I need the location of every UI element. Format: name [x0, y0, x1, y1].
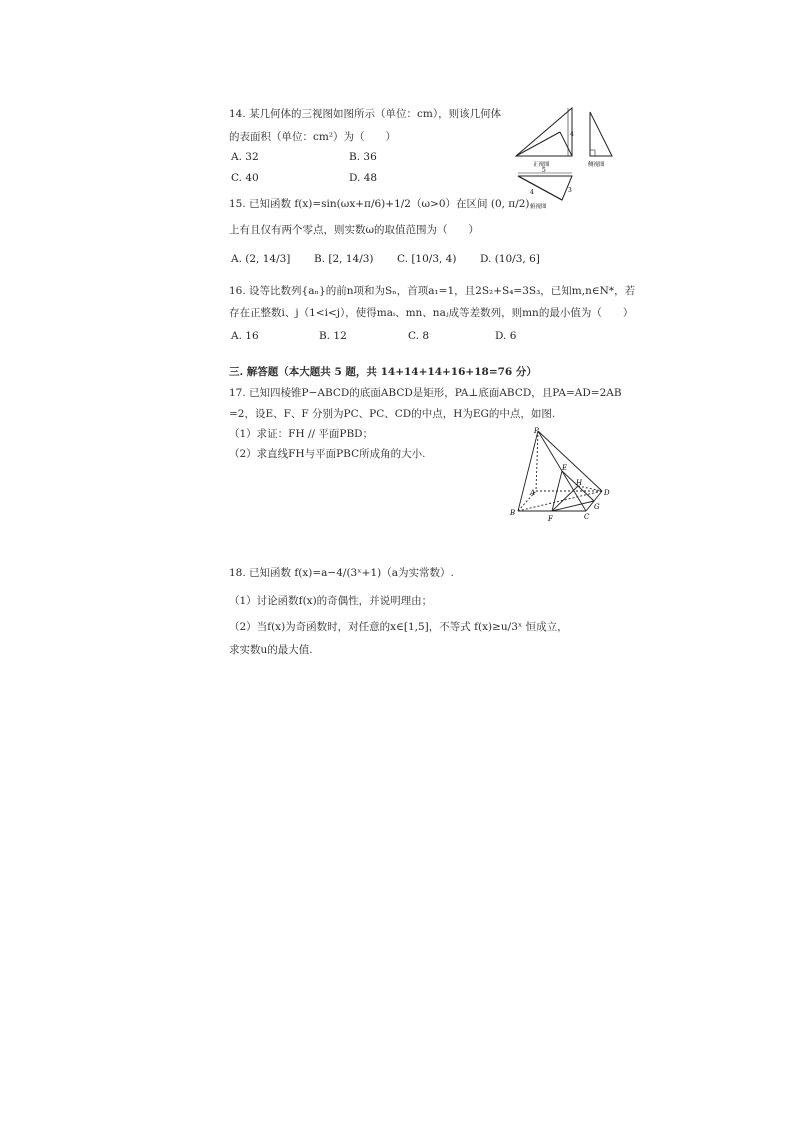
- q14-option-c: C. 40: [231, 172, 259, 184]
- q18-part3: 求实数u的最大值.: [229, 644, 313, 656]
- q17-label-b: B: [510, 509, 516, 517]
- q17-label-p: P: [534, 427, 539, 435]
- q17-label-f: F: [548, 515, 553, 523]
- q15-option-d: D. (10/3, 6]: [480, 253, 540, 265]
- q14-line1: 14. 某几何体的三视图如图所示（单位：cm），则该几何体: [229, 108, 502, 120]
- q14-dim-right: 3: [568, 187, 572, 194]
- q17-line2: =2，设E、F、F 分别为PC、PC、CD的中点，H为EG的中点，如图.: [229, 408, 556, 420]
- q14-option-a: A. 32: [231, 151, 259, 163]
- q17-part2: （2）求直线FH与平面PBC所成角的大小.: [229, 448, 426, 460]
- q14-side-label: 侧视图: [588, 162, 605, 168]
- q17-label-e: E: [562, 464, 568, 472]
- q16-option-c: C. 8: [408, 330, 430, 342]
- section3-heading: 三. 解答题（本大题共 5 题，共 14+14+14+16+18=76 分）: [229, 366, 537, 378]
- q15-option-b: B. [2, 14/3): [314, 253, 374, 265]
- q16-line2: 存在正整数i、j（1<i<j），使得maᵢ、mn、naⱼ成等差数列，则mn的最小值为（ ）: [229, 307, 634, 319]
- q14-front-label: 正视图: [533, 162, 550, 168]
- q16-option-a: A. 16: [231, 330, 259, 342]
- q17-pyramid-figure: [506, 425, 616, 525]
- q14-top-label: 俯视图: [530, 204, 547, 210]
- q15-line1: 15. 已知函数 f(x)=sin(ωx+π/6)+1/2（ω>0）在区间 (0, π/2): [229, 198, 530, 210]
- q16-option-b: B. 12: [319, 330, 347, 342]
- q16-line1: 16. 设等比数列{aₙ}的前n项和为Sₙ，首项a₁=1，且2S₂+S₄=3S₃，已知m,n∈N*，若: [229, 285, 636, 297]
- q18-line1: 18. 已知函数 f(x)=a−4/(3ˣ+1)（a为实常数）.: [229, 567, 454, 579]
- q15-option-c: C. [10/3, 4): [397, 253, 457, 265]
- q14-three-view-figure: [508, 102, 638, 212]
- q14-line2: 的表面积（单位：cm²）为（ ）: [229, 131, 397, 143]
- q17-label-g: G: [594, 503, 600, 511]
- q15-option-a: A. (2, 14/3]: [231, 253, 291, 265]
- q18-part2: （2）当f(x)为奇函数时，对任意的x∈[1,5]，不等式 f(x)≥u/3ˣ 恒成立，: [229, 621, 568, 633]
- q17-label-a: A: [530, 489, 536, 497]
- q17-label-c: C: [584, 513, 590, 521]
- q16-option-d: D. 6: [495, 330, 517, 342]
- q14-option-d: D. 48: [349, 172, 378, 184]
- q14-dim-left: 4: [530, 189, 534, 196]
- q17-line1: 17. 已知四棱锥P−ABCD的底面ABCD是矩形，PA⊥底面ABCD，且PA=AD=2AB: [229, 387, 622, 399]
- q17-label-h: H: [576, 479, 583, 487]
- q17-part1: （1）求证：FH // 平面PBD；: [229, 428, 374, 440]
- q14-dim-top: 5: [542, 167, 546, 174]
- q14-option-b: B. 36: [349, 151, 377, 163]
- q17-label-d: D: [604, 489, 610, 497]
- q18-part1: （1）讨论函数f(x)的奇偶性，并说明理由；: [229, 595, 433, 607]
- q15-line2: 上有且仅有两个零点，则实数ω的取值范围为（ ）: [229, 224, 480, 236]
- q14-dim-height: 4: [570, 131, 574, 138]
